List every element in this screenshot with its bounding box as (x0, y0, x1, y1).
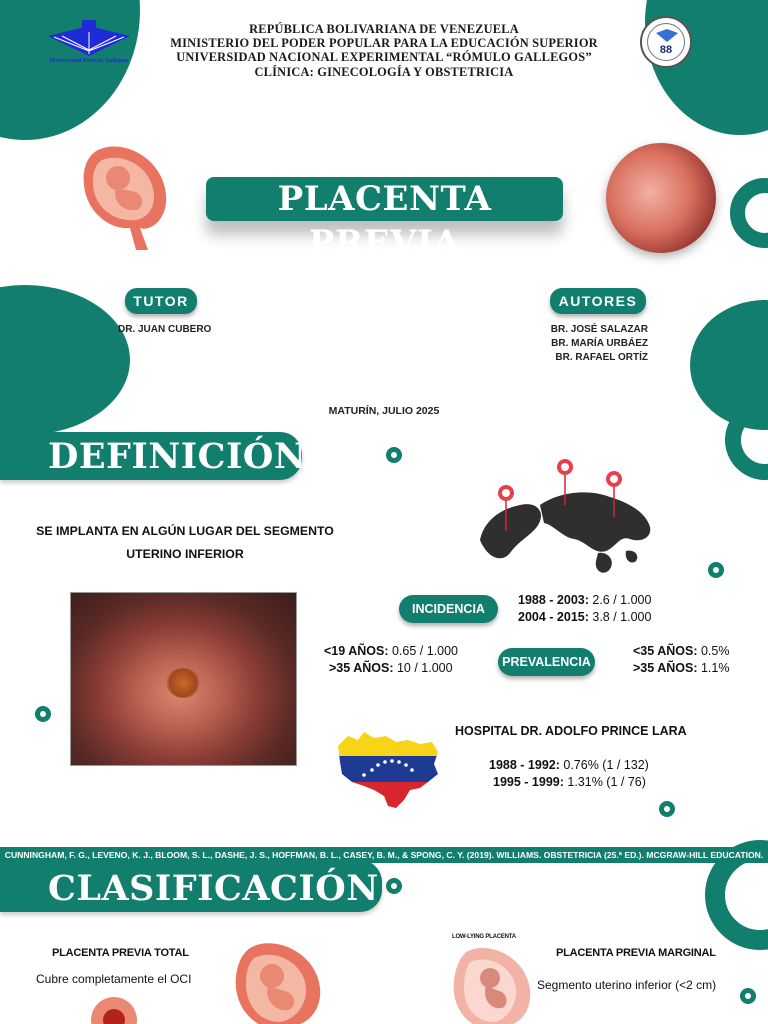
hospital-period-1: 1988 - 1992: (489, 758, 560, 772)
prevalencia-label: PREVALENCIA (498, 648, 595, 676)
incidencia-value-1: 2.6 / 1.000 (592, 593, 652, 607)
uterus-fetus-icon (78, 140, 172, 252)
definicion-line-2: UTERINO INFERIOR (126, 547, 244, 561)
marginal-title: PLACENTA PREVIA MARGINAL (556, 947, 716, 959)
decor-dot-2 (708, 562, 724, 578)
clasificacion-heading: CLASIFICACIÓN (0, 860, 382, 912)
hospital-period-2: 1995 - 1999: (493, 775, 564, 789)
decor-ring-right (730, 178, 768, 248)
marginal-desc: Segmento uterino inferior (<2 cm) (537, 978, 717, 992)
header-line-4: CLÍNICA: GINECOLOGÍA Y OBSTETRICIA (254, 64, 514, 79)
university-seal (640, 16, 692, 68)
main-title: PLACENTA PREVIA (206, 177, 563, 221)
tutor-name: DR. JUAN CUBERO (118, 324, 212, 335)
decor-dot-4 (659, 801, 675, 817)
prevalencia-right-value-2: 1.1% (700, 661, 730, 675)
incidencia-label: INCIDENCIA (399, 595, 498, 623)
hospital-value-2: 1.31% (1 / 76) (567, 775, 646, 789)
decor-dot-5 (386, 878, 402, 894)
decor-dot-6 (740, 988, 756, 1004)
definicion-text (20, 520, 350, 566)
total-desc: Cubre completamente el OCI (36, 972, 192, 986)
hospital-row-2 (493, 774, 646, 791)
prevalencia-left-value-1: 0.65 / 1.000 (391, 644, 459, 658)
hospital-value-1: 0.76% (1 / 132) (563, 758, 649, 772)
venezuela-map-icon (334, 728, 442, 810)
prevalencia-left-key-1: <19 AÑOS: (324, 644, 389, 658)
header-line-3: UNIVERSIDAD NACIONAL EXPERIMENTAL “RÓMULO GALLEGOS” (176, 50, 592, 65)
hospital-row-1 (489, 757, 649, 774)
decor-dot-3 (35, 706, 51, 722)
uterus-fetus-illustration-left (78, 140, 172, 252)
seal-number: 88 (659, 44, 673, 56)
prevalencia-right-row-2 (633, 660, 729, 677)
clinical-photo (70, 592, 297, 766)
venezuela-flag-map (334, 728, 442, 810)
header-institution-lines (150, 22, 618, 79)
prevalencia-right-key-2: >35 AÑOS: (633, 661, 698, 675)
authors-label: AUTORES (550, 288, 646, 314)
prevalencia-right-key-1: <35 AÑOS: (633, 644, 698, 658)
tutor-label: TUTOR (125, 288, 197, 314)
placenta-red-circle (91, 997, 137, 1024)
prevalencia-left-value-2: 10 / 1.000 (396, 661, 453, 675)
prevalencia-right-row-1 (633, 643, 729, 660)
prevalencia-left-key-2: >35 AÑOS: (329, 661, 394, 675)
uterus-total-icon (232, 936, 324, 1024)
university-logo-text: Universidad Rómulo Gallegos (49, 58, 129, 64)
low-lying-label: LOW-LYING PLACENTA (452, 934, 516, 940)
incidencia-value-2: 3.8 / 1.000 (592, 610, 652, 624)
author-3: BR. RAFAEL ORTÍZ (555, 352, 648, 363)
prevalencia-left-row-2 (329, 660, 453, 677)
incidencia-period-1: 1988 - 2003: (518, 593, 589, 607)
definicion-heading: DEFINICIÓN (0, 432, 302, 480)
university-logo (44, 18, 134, 66)
incidencia-row-1 (518, 592, 651, 609)
total-title: PLACENTA PREVIA TOTAL (52, 947, 189, 959)
uterus-marginal-icon (450, 942, 532, 1024)
hospital-name: HOSPITAL DR. ADOLFO PRINCE LARA (455, 724, 687, 738)
uterus-marginal-illustration (450, 942, 532, 1024)
author-1: BR. JOSÉ SALAZAR (550, 324, 648, 335)
world-map-icon (470, 455, 660, 580)
seal-emblem-icon (655, 28, 679, 44)
decor-dot-1 (386, 447, 402, 463)
incidencia-row-2 (518, 609, 651, 626)
place-date: MATURÍN, JULIO 2025 (328, 405, 440, 417)
author-2: BR. MARÍA URBÁEZ (551, 338, 648, 349)
world-map-illustration (470, 455, 660, 580)
fetus-photo-circle (606, 143, 716, 253)
reference-citation: CUNNINGHAM, F. G., LEVENO, K. J., BLOOM, S. L., DASHE, J. S., HOFFMAN, B. L., CASEY, B. M., & SPONG, C. Y. (2019). WILLIAMS. OBSTETRICIA (25.ª ED.). MCGRAW-HILL EDUCATION. (0, 847, 768, 863)
uterus-total-illustration (232, 936, 324, 1024)
header-line-1: REPÚBLICA BOLIVARIANA DE VENEZUELA (249, 22, 519, 36)
header-line-2: MINISTERIO DEL PODER POPULAR PARA LA EDUCACIÓN SUPERIOR (170, 36, 598, 51)
prevalencia-right-value-1: 0.5% (700, 644, 730, 658)
definicion-line-1: SE IMPLANTA EN ALGÚN LUGAR DEL SEGMENTO (36, 524, 334, 538)
incidencia-period-2: 2004 - 2015: (518, 610, 589, 624)
prevalencia-left-row-1 (324, 643, 458, 660)
